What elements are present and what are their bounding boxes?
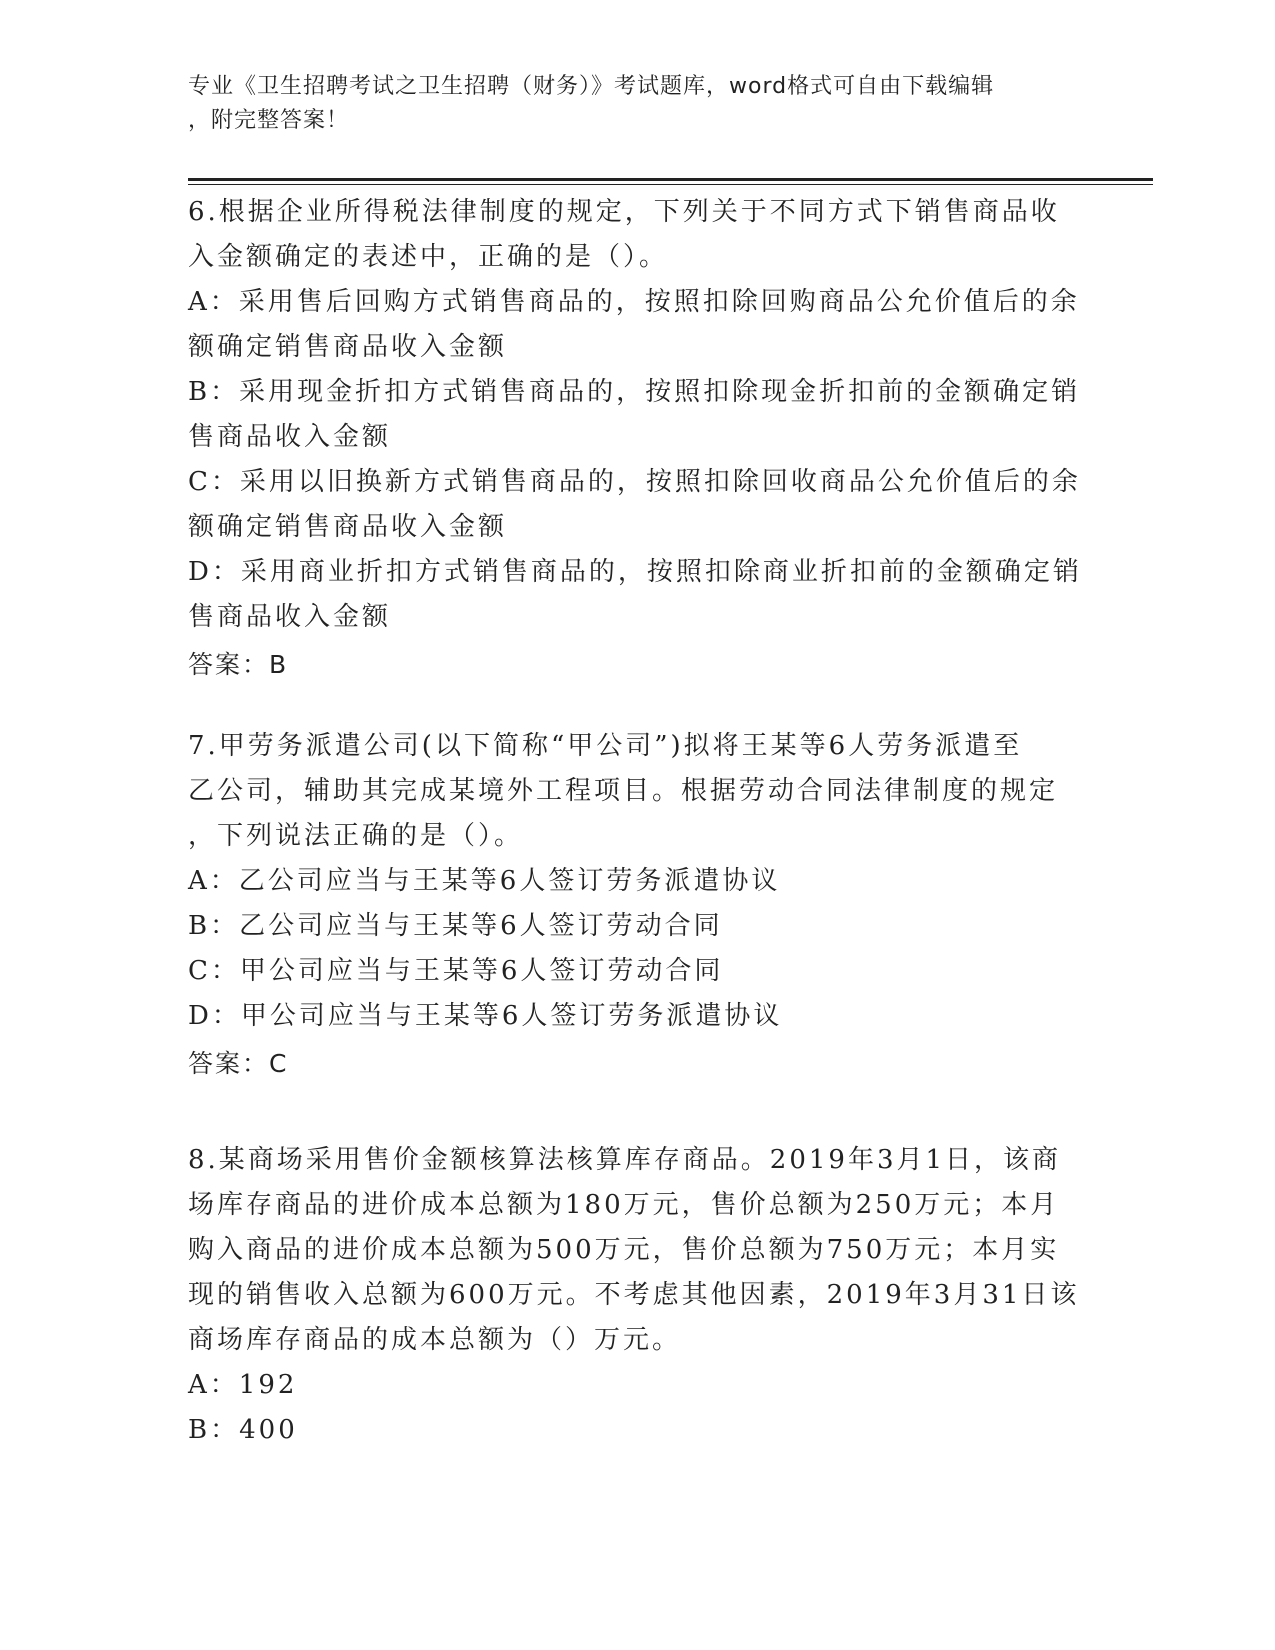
question-stem-line: 入金额确定的表述中，正确的是（）。: [188, 242, 669, 272]
option-c: C：甲公司应当与王某等6人签订劳动合同: [188, 956, 724, 986]
option-a: A：采用售后回购方式销售商品的，按照扣除回购商品公允价值后的余: [188, 287, 1080, 317]
document-header: [188, 70, 1068, 138]
option-b: B：400: [188, 1415, 298, 1445]
header-line-1: 专业《卫生招聘考试之卫生招聘（财务）》考试题库，word格式可自由下载编辑: [188, 74, 995, 99]
option-b-continued: 售商品收入金额: [188, 422, 392, 452]
question-stem-line: 场库存商品的进价成本总额为180万元，售价总额为250万元；本月: [188, 1190, 1060, 1220]
question-7: [188, 724, 1088, 1086]
header-line-2: ，附完整答案！: [188, 108, 350, 133]
question-stem-line: 商场库存商品的成本总额为（）万元。: [188, 1325, 682, 1355]
question-8: [188, 1138, 1088, 1453]
header-divider-thin: [188, 184, 1153, 185]
option-d: D：采用商业折扣方式销售商品的，按照扣除商业折扣前的金额确定销: [188, 557, 1082, 587]
header-divider-thick: [188, 178, 1153, 181]
option-d: D：甲公司应当与王某等6人签订劳务派遣协议: [188, 1001, 783, 1031]
question-stem-line: 购入商品的进价成本总额为500万元，售价总额为750万元；本月实: [188, 1235, 1060, 1265]
question-stem-line: 乙公司，辅助其完成某境外工程项目。根据劳动合同法律制度的规定: [188, 776, 1059, 806]
question-6: [188, 190, 1088, 687]
question-stem-line: 8.某商场采用售价金额核算法核算库存商品。2019年3月1日，该商: [188, 1145, 1062, 1175]
option-c-continued: 额确定销售商品收入金额: [188, 512, 508, 542]
option-b: B：乙公司应当与王某等6人签订劳动合同: [188, 911, 723, 941]
answer-label: 答案：B: [188, 650, 289, 679]
question-stem-line: 6.根据企业所得税法律制度的规定，下列关于不同方式下销售商品收: [188, 197, 1060, 227]
option-c: C：采用以旧换新方式销售商品的，按照扣除回收商品公允价值后的余: [188, 467, 1081, 497]
question-stem-line: 现的销售收入总额为600万元。不考虑其他因素，2019年3月31日该: [188, 1280, 1080, 1310]
question-stem-line: 7.甲劳务派遣公司(以下简称“甲公司”)拟将王某等6人劳务派遣至: [188, 731, 1023, 761]
answer-label: 答案：C: [188, 1049, 289, 1078]
option-b: B：采用现金折扣方式销售商品的，按照扣除现金折扣前的金额确定销: [188, 377, 1081, 407]
option-d-continued: 售商品收入金额: [188, 602, 392, 632]
option-a: A：乙公司应当与王某等6人签订劳务派遣协议: [188, 866, 781, 896]
option-a: A：192: [188, 1370, 298, 1400]
question-stem-line: ，下列说法正确的是（）。: [188, 821, 524, 851]
option-a-continued: 额确定销售商品收入金额: [188, 332, 508, 362]
